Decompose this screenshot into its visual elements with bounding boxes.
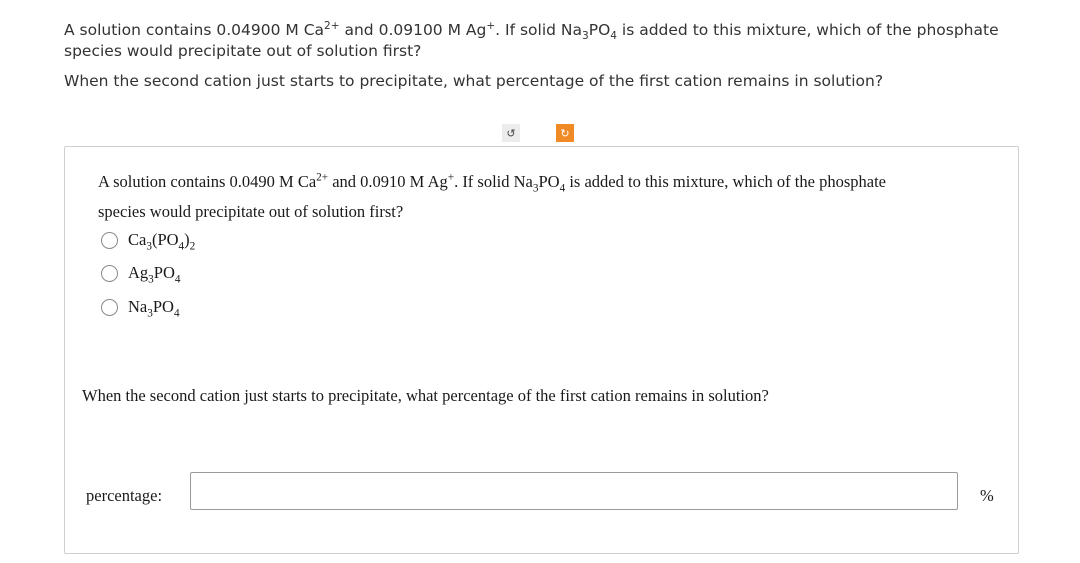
formula-subscript: 3 xyxy=(147,307,153,320)
problem-text: PO xyxy=(588,21,611,39)
formula-text: ) xyxy=(184,230,190,249)
formula-subscript: 4 xyxy=(173,307,180,320)
formula-text: Ca xyxy=(128,230,147,249)
formula-subscript: 4 xyxy=(559,182,566,195)
formula-text: Na xyxy=(128,297,148,316)
percentage-label: percentage: xyxy=(86,486,163,505)
formula-subscript: 3 xyxy=(146,240,152,253)
question-1-line-1 xyxy=(98,167,978,197)
percentage-input[interactable] xyxy=(190,472,958,510)
formula-subscript: 4 xyxy=(178,240,185,253)
question-1-line-2: species would precipitate out of solution first? xyxy=(98,202,404,221)
problem-text: . If solid Na xyxy=(495,21,583,39)
option-ag3po4[interactable] xyxy=(101,263,181,286)
charge-superscript: 2+ xyxy=(324,19,340,32)
formula-subscript: 3 xyxy=(148,273,154,286)
option-label xyxy=(128,263,181,286)
radio-button[interactable] xyxy=(101,232,118,249)
percent-unit: % xyxy=(980,486,994,505)
option-ca3po42[interactable] xyxy=(101,230,196,253)
problem-text: and 0.09100 M Ag xyxy=(339,21,487,39)
problem-question-2: When the second cation just starts to precipitate, what percentage of the first cation remains in solution? xyxy=(64,72,884,90)
formula-text: (PO xyxy=(151,230,179,249)
question-1-text xyxy=(98,167,978,227)
undo-icon[interactable]: ↺ xyxy=(502,124,520,142)
question-text: . If solid Na xyxy=(454,172,533,191)
formula-subscript: 3 xyxy=(532,182,539,195)
formula-subscript: 4 xyxy=(174,273,181,286)
option-label xyxy=(128,297,180,320)
formula-text: PO xyxy=(152,297,174,316)
formula-text: PO xyxy=(153,263,175,282)
answer-card xyxy=(64,146,1019,554)
charge-superscript: + xyxy=(486,19,496,32)
formula-text: Ag xyxy=(128,263,149,282)
radio-button[interactable] xyxy=(101,299,118,316)
charge-superscript: + xyxy=(447,171,455,184)
question-text: PO xyxy=(538,172,560,191)
formula-subscript: 4 xyxy=(610,30,617,43)
question-2-text: When the second cation just starts to precipitate, what percentage of the first cation remains in solution? xyxy=(82,386,769,405)
formula-subscript: 2 xyxy=(189,240,196,253)
question-text: and 0.0910 M Ag xyxy=(328,172,448,191)
option-na3po4[interactable] xyxy=(101,297,180,320)
problem-statement xyxy=(64,20,1054,92)
charge-superscript: 2+ xyxy=(316,171,329,184)
problem-question-1 xyxy=(64,20,1054,62)
option-label xyxy=(128,230,196,253)
redo-icon[interactable]: ↻ xyxy=(556,124,574,142)
problem-text: A solution contains 0.04900 M Ca xyxy=(64,21,325,39)
radio-button[interactable] xyxy=(101,265,118,282)
formula-subscript: 3 xyxy=(582,30,589,43)
problem-text: is added to this mixture, which of the phosphate species would precipitate out of solution first? xyxy=(64,21,999,60)
question-text: A solution contains 0.0490 M Ca xyxy=(98,172,317,191)
question-text: is added to this mixture, which of the phosphate xyxy=(565,172,886,191)
